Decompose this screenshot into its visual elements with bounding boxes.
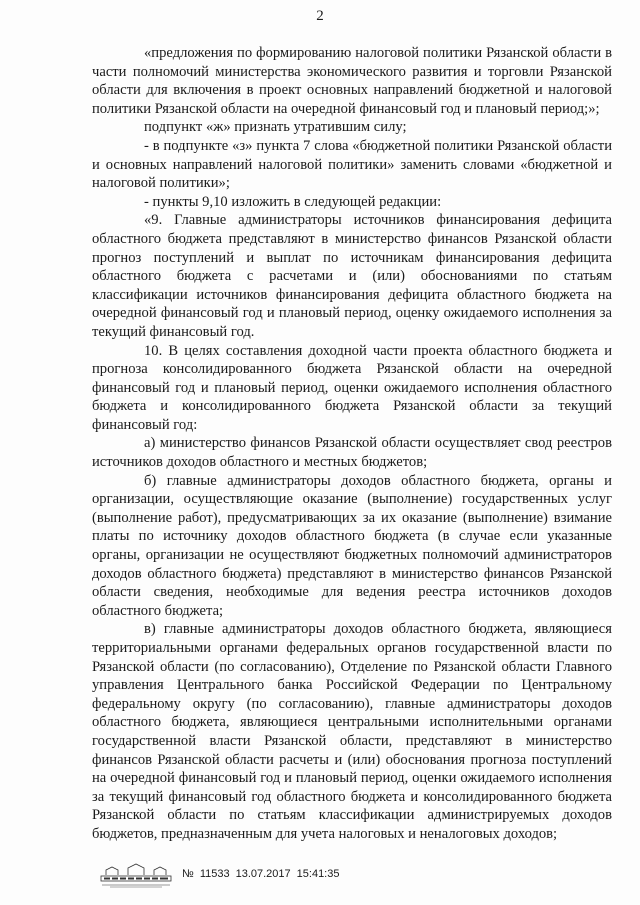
stamp-logo-icon	[100, 862, 172, 888]
paragraph-item-10-b: б) главные администраторы доходов областного бюджета, органы и организации, осуществляющие оказание (выполнение) государственных услуг (выполнение работ), предусматривающих за их оказание (выполнение) взимание платы по источнику доходов областного бюджета (в случае если указанные органы, организации не осуществляют бюджетных полномочий администраторов доходов областного бюджета) представляют в министерство финансов Рязанской области сведения, необходимые для ведения реестра источников доходов областного бюджета;	[92, 472, 612, 619]
paragraph-item-10: 10. В целях составления доходной части проекта областного бюджета и прогноза консолидированного бюджета Рязанской области на очередной финансовый год и плановый период, оценки ожидаемого исполнения областного бюджета и консолидированного бюджета Рязанской области за текущий финансовый год:	[92, 342, 612, 433]
paragraph-item-9: «9. Главные администраторы источников финансирования дефицита областного бюджета представляют в министерство финансов Рязанской области прогноз поступлений и выплат по источникам финансирования дефицита областного бюджета с расчетами и (или) обоснованиями по статьям классификации источников финансирования дефицита областного бюджета на очередной финансовый год и плановый период, оценку ожидаемого исполнения за текущий финансовый год.	[92, 212, 612, 340]
paragraph-items-9-10: - пункты 9,10 изложить в следующей редакции:	[144, 193, 442, 210]
paragraph-subitem-z: - в подпункте «з» пункта 7 слова «бюджетной политики Рязанской области и основных направлений налоговой политики» заменить словами «бюджетной и налоговой политики»;	[92, 137, 612, 192]
registration-line	[182, 868, 345, 880]
paragraph-proposals-quote: «предложения по формированию налоговой политики Рязанской области в части полномочий министерства экономического развития и торговли Рязанской области для включения в проект основных направлений бюджетной и налоговой политики Рязанской области на очередной финансовый год и плановый период;»;	[92, 45, 612, 117]
paragraph-item-10-v: в) главные администраторы доходов областного бюджета, являющиеся территориальными органами федеральных органов государственной власти по Рязанской области (по согласованию), Отделение по Рязанской области Главного управления Центрального банка Российской Федерации по Центральному федеральному округу (по согласованию), главные администраторы доходов областного бюджета, являющиеся центральными исполнительными органами государственной власти Рязанской области, представляют в министерство финансов Рязанской области расчеты и (или) обоснования прогноза поступлений на очередной финансовый год и плановый период, оценки ожидаемого исполнения за текущий финансовый год областного бюджета и консолидированного бюджета Рязанской области по статьям классификации администрируемых доходов бюджетов, предназначенным для учета налоговых и неналоговых доходов;	[92, 621, 612, 842]
page-number: 2	[316, 8, 324, 24]
registration-footer	[100, 862, 520, 888]
registration-date: 13.07.2017	[235, 868, 291, 880]
registration-number-symbol: №	[182, 868, 194, 880]
paragraph-subitem-zh: подпункт «ж» признать утратившим силу;	[144, 119, 407, 136]
paragraph-item-10-a: а) министерство финансов Рязанской области осуществляет свод реестров источников доходов областного и местных бюджетов;	[92, 435, 612, 471]
document-body	[92, 44, 612, 844]
registration-number: 11533	[199, 868, 230, 880]
registration-time: 15:41:35	[296, 868, 340, 880]
